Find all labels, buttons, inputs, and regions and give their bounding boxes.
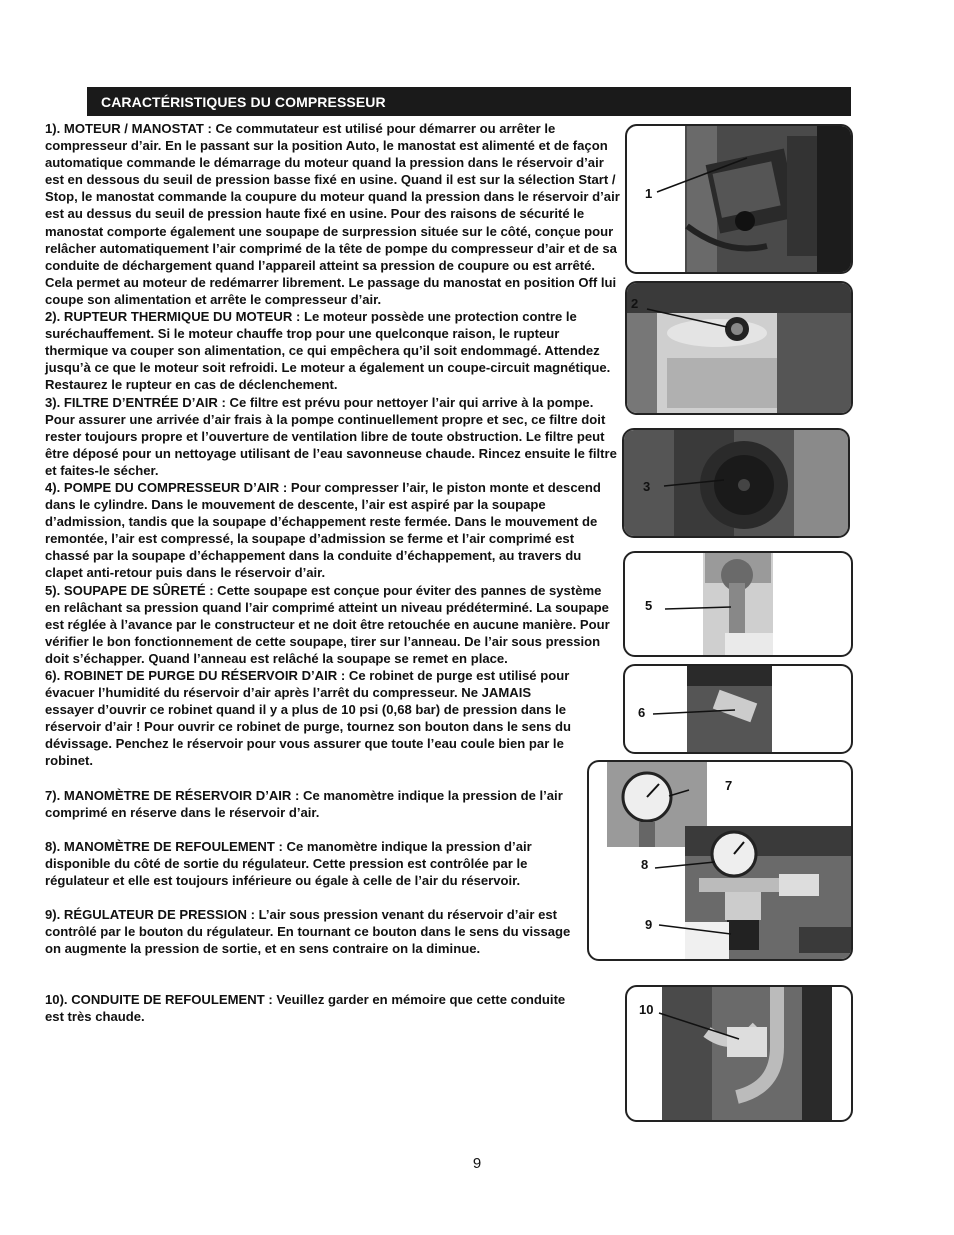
callout-7: 7 <box>725 778 733 793</box>
paragraph-motor-switch: 1). MOTEUR / MANOSTAT : Ce commutateur est utilisé pour démarrer ou arrêter le compresseur d’air. En le passant sur la position Auto, le manostat est alimenté et de façon automatique commande le démarrage du moteur quand la pression dans le réservoir d’air est en dessous du seuil de pression basse fixé en usine. Quand il est sur la sélection Start / Stop, le manostat commande la coupure du moteur quand la pression dans le réservoir d’air est au dessus du seuil de pression haute fixé en usine. Pour des raisons de sécurité le manostat comporte également une soupape de surpression située sur le côté, conçue pour relâcher automatiquement l’air comprimé de la tête de pompe du compresseur d’air et de sa conduite de déchargement quand l’appareil atteint sa pression de coupure ou est arrêté. Cela permet au moteur de redémarrer librement. Le passage du manostat en position Off lui coupe son alimentation et arrête le compresseur d’air. <box>45 121 620 307</box>
callout-2: 2 <box>631 296 639 311</box>
photo-drain-valve <box>623 664 853 754</box>
paragraph-outlet-gauge: 8). MANOMÈTRE DE REFOULEMENT : Ce manomètre indique la pression d’air disponible du côté de sortie du régulateur. Cette pression est contrôlée par le régulateur et elle est toujours inférieure ou égale à celle de l’air du réservoir. <box>45 838 532 888</box>
text-column <box>45 120 620 1026</box>
photo-thermal-breaker <box>625 281 853 415</box>
callout-3: 3 <box>643 479 651 494</box>
photo-safety-valve <box>623 551 853 657</box>
paragraph-regulator: 9). RÉGULATEUR DE PRESSION : L’air sous pression venant du réservoir d’air est contrôlé par le bouton du régulateur. En tournant ce bouton dans le sens du vissage on augmente la pression de sortie, et en sens contraire on la diminue. <box>45 907 571 957</box>
callout-5: 5 <box>645 598 653 613</box>
callout-8: 8 <box>641 857 649 872</box>
section-title: CARACTÉRISTIQUES DU COMPRESSEUR <box>101 94 386 110</box>
callout-1: 1 <box>645 186 653 201</box>
paragraph-pump: 4). POMPE DU COMPRESSEUR D’AIR : Pour compresser l’air, le piston monte et descend dans le cylindre. Dans le mouvement de descente, l’air est aspiré par la soupape d’admission, tandis que la soupape d’échappement reste fermée. Dans le mouvement de remontée, l’air est compressé, la soupape d’admission se ferme et l’air comprimé est chassé par la soupape d’échappement dans la conduite d’échappement, au travers du clapet anti-retour puis dans le réservoir d’air. <box>45 479 601 581</box>
photo-gauges-regulator <box>587 760 853 961</box>
callout-9: 9 <box>645 917 653 932</box>
photo-pressure-switch <box>625 124 853 274</box>
photo-air-filter <box>622 428 850 538</box>
paragraph-discharge-line: 10). CONDUITE DE REFOULEMENT : Veuillez garder en mémoire que cette conduite est très chaude. <box>45 992 566 1025</box>
paragraph-air-filter: 3). FILTRE D’ENTRÉE D’AIR : Ce filtre est prévu pour nettoyer l’air qui arrive à la pompe. Pour assurer une arrivée d’air frais à la pompe continuellement propre et sec, ce filtre doit rester toujours propre et l’ouverture de ventilation libre de toute obstruction. Le filtre peut être déposé pour un nettoyage utilisant de l’eau savonneuse chaude. Rincez ensuite le filtre et faites-le sécher. <box>45 394 617 478</box>
page-number: 9 <box>472 1155 482 1172</box>
callout-10: 10 <box>639 1002 654 1017</box>
paragraph-thermal-breaker: 2). RUPTEUR THERMIQUE DU MOTEUR : Le moteur possède une protection contre le suréchauffement. Si le moteur chauffe trop pour une quelconque raison, le rupteur thermique va couper son alimentation, ce qui empêchera qu’il soit endommagé. Attendez jusqu’à ce que le moteur soit refroidi. Le moteur a également un coupe-circuit magnétique. Restaurez le rupteur en cas de déclenchement. <box>45 309 611 393</box>
paragraph-safety-valve: 5). SOUPAPE DE SÛRETÉ : Cette soupape est conçue pour éviter des pannes de système en relâchant sa pression quand l’air comprimé atteint un niveau prédéterminé. La soupape est réglée à l’avance par le constructeur et ne doit être retouchée en aucune manière. Pour vérifier le bon fonctionnement de cette soupape, tirer sur l’anneau. De l’air sous pression doit s’échapper. Quand l’anneau est relâché la soupape se remet en place. <box>45 582 610 666</box>
section-header <box>87 87 851 116</box>
paragraph-tank-gauge: 7). MANOMÈTRE DE RÉSERVOIR D’AIR : Ce manomètre indique la pression de l’air comprimé en réserve dans le réservoir d’air. <box>45 787 563 820</box>
paragraph-drain-valve: 6). ROBINET DE PURGE DU RÉSERVOIR D’AIR : Ce robinet de purge est utilisé pour évacuer l’humidité du réservoir d’air après l’arrêt du compresseur. Ne JAMAIS essayer d’ouvrir ce robinet quand il y a plus de 10 psi (0,68 bar) de pression dans le réservoir d’air ! Pour ouvrir ce robinet de purge, tournez son bouton dans le sens du dévissage. Penchez le réservoir pour vous assurer que toute l’eau coule bien par le robinet. <box>45 668 572 769</box>
callout-6: 6 <box>638 705 646 720</box>
photo-discharge-line <box>625 985 853 1122</box>
